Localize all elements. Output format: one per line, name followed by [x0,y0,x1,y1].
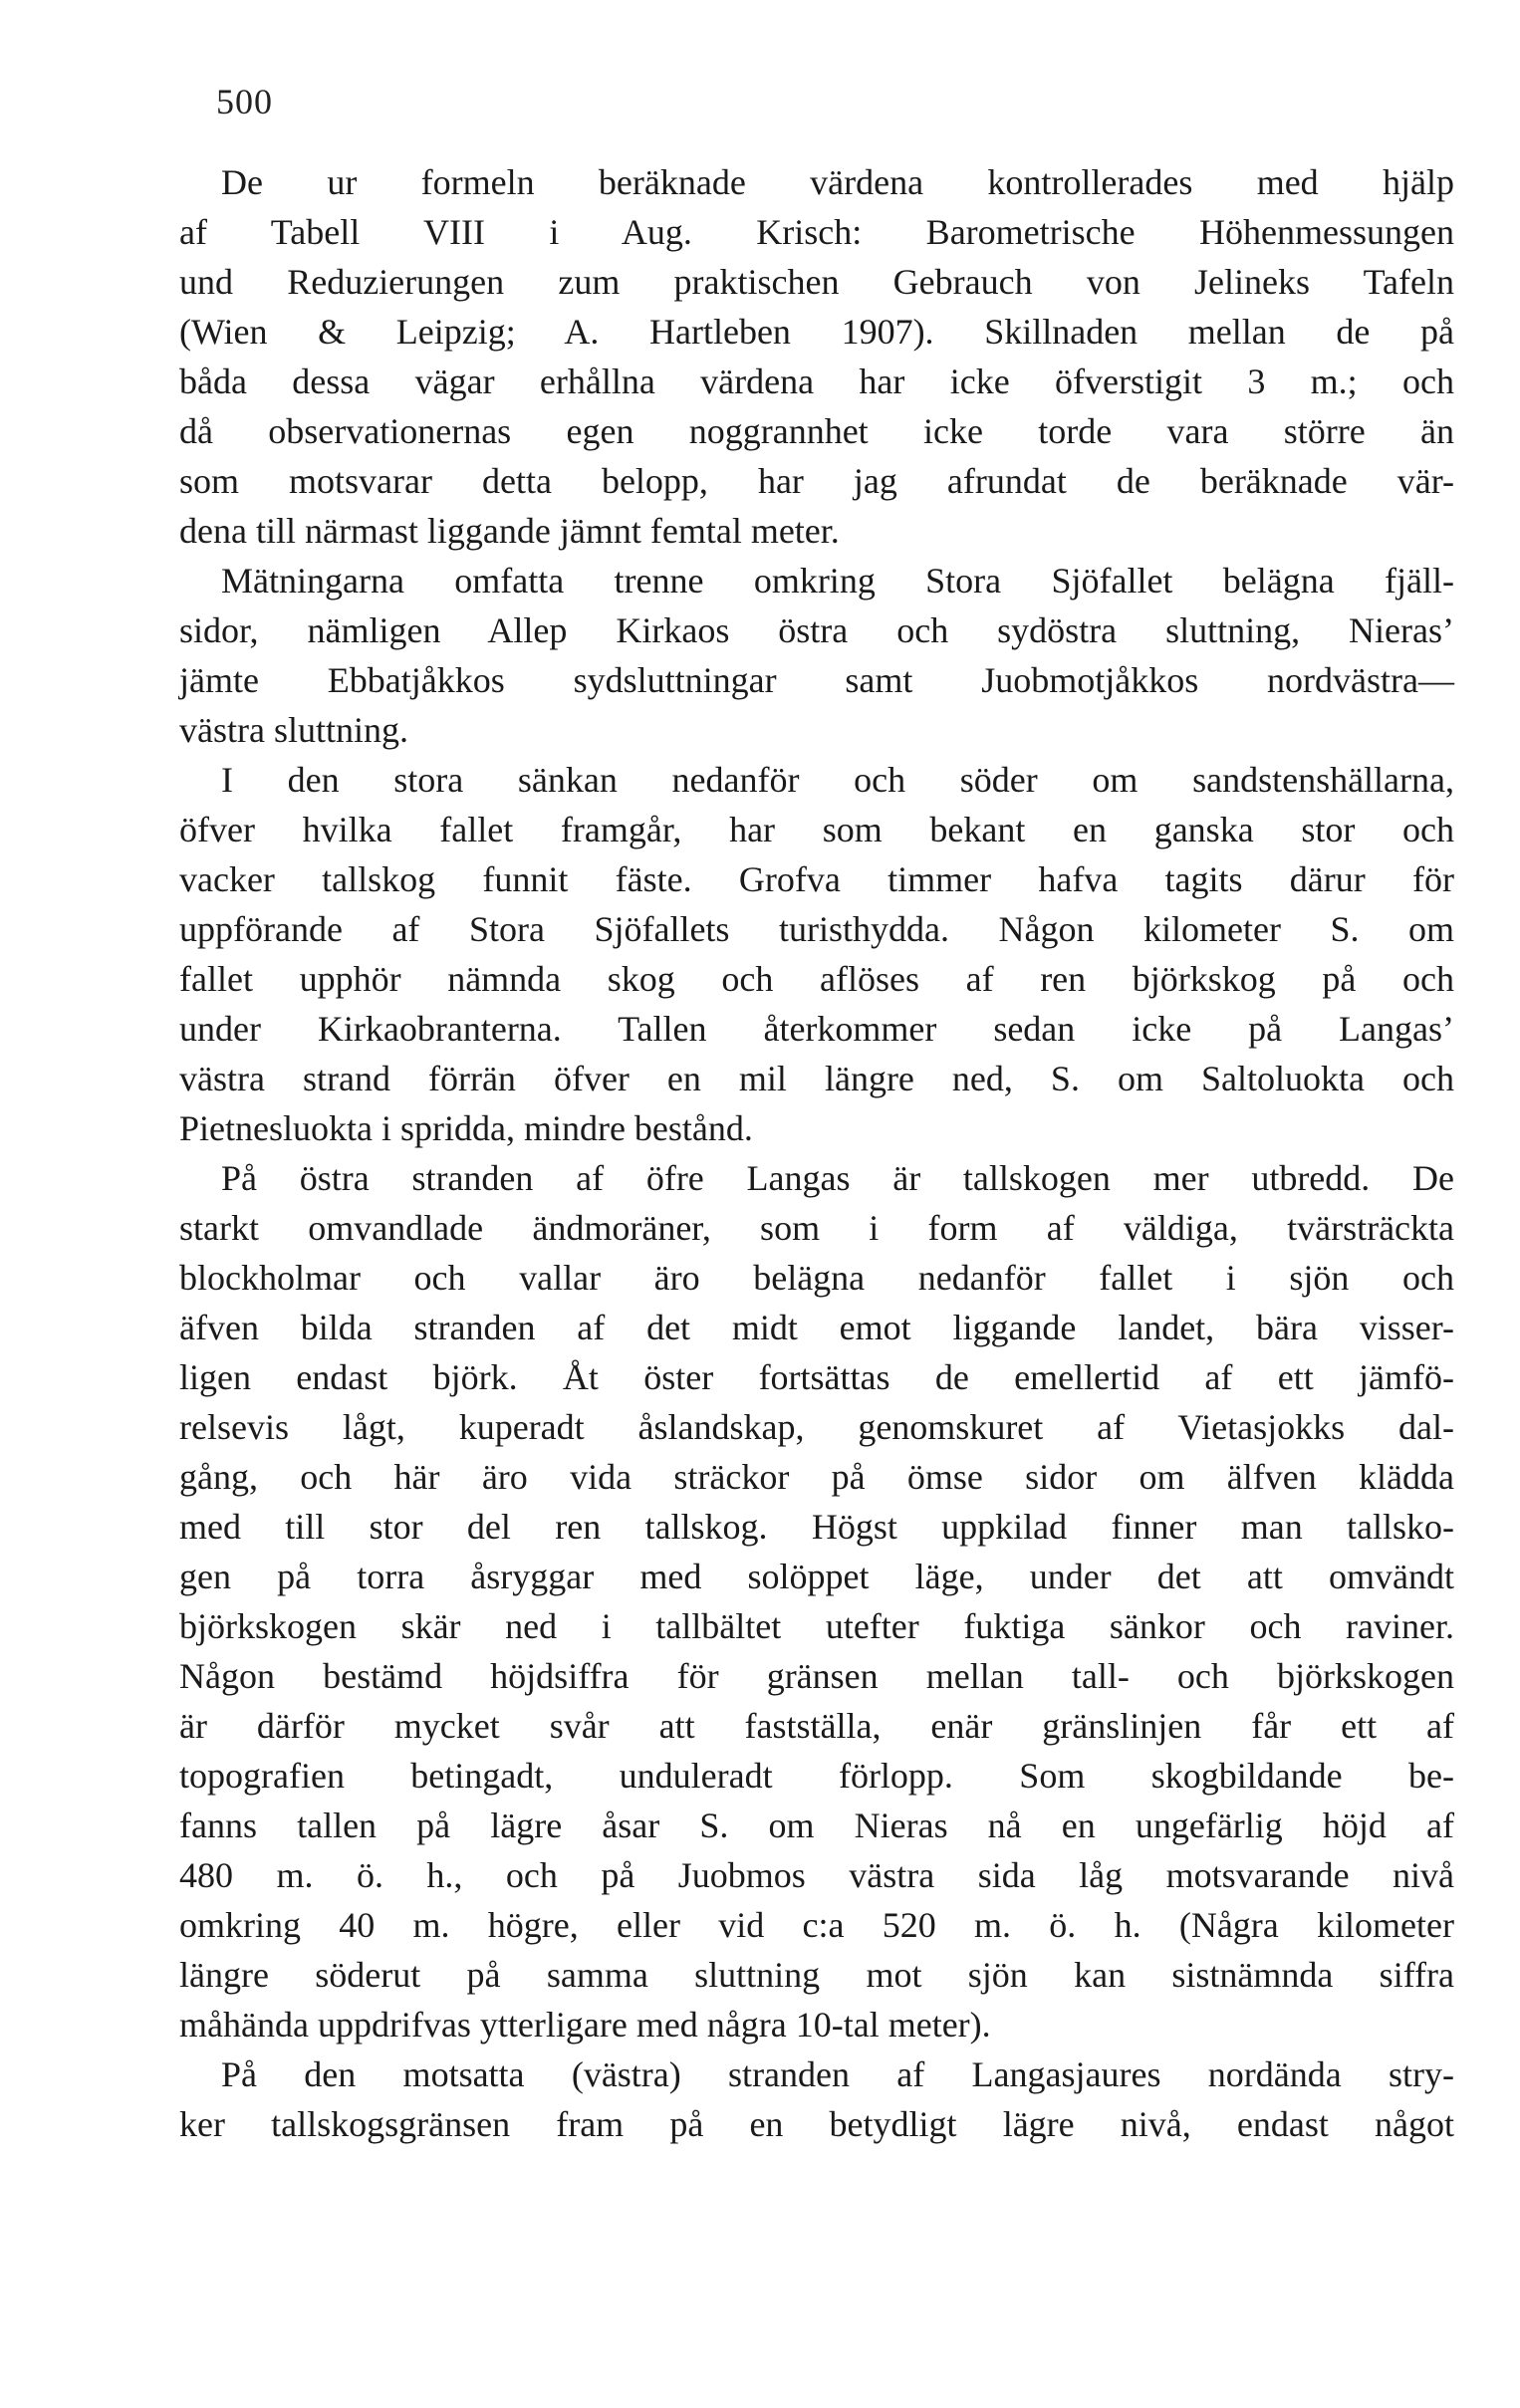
text-line: björkskogen skär ned i tallbältet utefter fuktiga sänkor och raviner. [179,1606,1454,1646]
text-line: med till stor del ren tallskog. Högst uppkilad finner man tallsko- [179,1507,1454,1547]
text-line: vacker tallskog funnit fäste. Grofva timmer hafva tagits därur för [179,859,1454,899]
text-line: öfver hvilka fallet framgår, har som bekant en ganska stor och [179,810,1454,849]
text-line: blockholmar och vallar äro belägna nedanför fallet i sjön och [179,1258,1454,1298]
text-line: und Reduzierungen zum praktischen Gebrauch von Jelineks Tafeln [179,262,1454,302]
text-line: gen på torra åsryggar med solöppet läge, under det att omvändt [179,1557,1454,1596]
text-line: På den motsatta (västra) stranden af Langasjaures nordända stry- [221,2054,1454,2094]
page-number: 500 [216,82,273,121]
text-line: starkt omvandlade ändmoräner, som i form af väldiga, tvärsträckta [179,1208,1454,1248]
text-line: topografien betingadt, unduleradt förlopp. Som skogbildande be- [179,1756,1454,1796]
text-line: (Wien & Leipzig; A. Hartleben 1907). Skillnaden mellan de på [179,312,1454,352]
text-line: 480 m. ö. h., och på Juobmos västra sida låg motsvarande nivå [179,1855,1454,1895]
text-line: ligen endast björk. Åt öster fortsättas de emellertid af ett jämfö- [179,1357,1454,1397]
text-line: På östra stranden af öfre Langas är tallskogen mer utbredd. De [221,1158,1454,1198]
text-line: då observationernas egen noggrannhet icke torde vara större än [179,411,1454,451]
text-line: omkring 40 m. högre, eller vid c:a 520 m. ö. h. (Några kilometer [179,1905,1454,1945]
text-line: fallet upphör nämnda skog och aflöses af ren björkskog på och [179,959,1454,999]
text-line: fanns tallen på lägre åsar S. om Nieras nå en ungefärlig höjd af [179,1806,1454,1845]
text-line: De ur formeln beräknade värdena kontrollerades med hjälp [221,162,1454,202]
text-line: Mätningarna omfatta trenne omkring Stora Sjöfallet belägna fjäll- [221,561,1454,601]
text-line: Någon bestämd höjdsiffra för gränsen mellan tall- och björkskogen [179,1656,1454,1696]
text-line: dena till närmast liggande jämnt femtal meter. [179,511,840,551]
text-line: är därför mycket svår att fastställa, enär gränslinjen får ett af [179,1706,1454,1746]
text-line: gång, och här äro vida sträckor på ömse sidor om älfven klädda [179,1457,1454,1497]
text-line: I den stora sänkan nedanför och söder om sandstenshällarna, [221,760,1454,800]
text-line: uppförande af Stora Sjöfallets turisthydda. Någon kilometer S. om [179,909,1454,949]
text-line: västra strand förrän öfver en mil längre ned, S. om Saltoluokta och [179,1059,1454,1098]
text-line: sidor, nämligen Allep Kirkaos östra och sydöstra sluttning, Nieras’ [179,610,1454,650]
text-line: som motsvarar detta belopp, har jag afrundat de beräknade vär- [179,461,1454,501]
text-line: ker tallskogsgränsen fram på en betydligt lägre nivå, endast något [179,2104,1454,2144]
text-line: Pietnesluokta i spridda, mindre bestånd. [179,1108,753,1148]
text-line: af Tabell VIII i Aug. Krisch: Barometrische Höhenmessungen [179,212,1454,252]
text-line: äfven bilda stranden af det midt emot liggande landet, bära visser- [179,1308,1454,1347]
text-line: under Kirkaobranterna. Tallen återkommer sedan icke på Langas’ [179,1009,1454,1049]
body-text [179,157,1454,2149]
text-line: båda dessa vägar erhållna värdena har icke öfverstigit 3 m.; och [179,361,1454,401]
text-line: västra sluttning. [179,710,408,750]
text-line: relsevis lågt, kuperadt åslandskap, genomskuret af Vietasjokks dal- [179,1407,1454,1447]
text-line: längre söderut på samma sluttning mot sjön kan sistnämnda siffra [179,1955,1454,1995]
text-line: jämte Ebbatjåkkos sydsluttningar samt Juobmotjåkkos nordvästra— [179,660,1454,700]
text-line: måhända uppdrifvas ytterligare med några 10-tal meter). [179,2005,991,2045]
